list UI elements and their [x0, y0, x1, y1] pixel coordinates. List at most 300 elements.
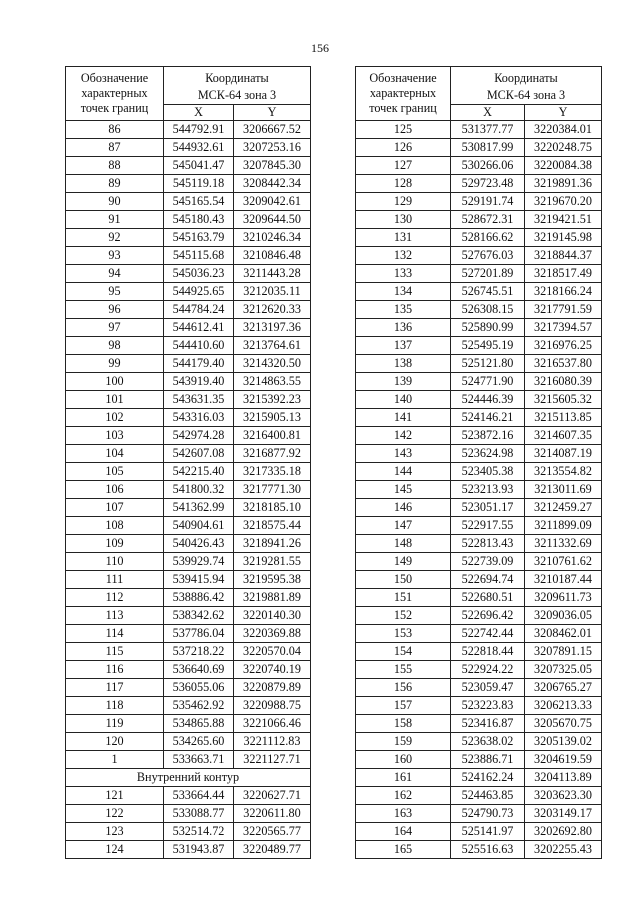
y-coordinate-cell: 3218185.10: [234, 499, 311, 517]
table-row: [356, 337, 602, 355]
y-coordinate-cell: 3208442.34: [234, 175, 311, 193]
point-id-cell: 126: [356, 139, 451, 157]
x-coordinate-cell: 529723.48: [451, 175, 525, 193]
point-id-cell: 165: [356, 841, 451, 859]
y-coordinate-cell: 3204619.59: [525, 751, 602, 769]
point-id-cell: 130: [356, 211, 451, 229]
y-coordinate-cell: 3202692.80: [525, 823, 602, 841]
x-coordinate-cell: 533088.77: [164, 805, 234, 823]
point-id-cell: 162: [356, 787, 451, 805]
y-coordinate-cell: 3210187.44: [525, 571, 602, 589]
table-row: [66, 175, 311, 193]
table-row: [356, 517, 602, 535]
point-id-cell: 110: [66, 553, 164, 571]
y-coordinate-cell: 3210846.48: [234, 247, 311, 265]
x-coordinate-cell: 539415.94: [164, 571, 234, 589]
point-id-cell: 107: [66, 499, 164, 517]
y-coordinate-cell: 3219881.89: [234, 589, 311, 607]
y-coordinate-cell: 3212620.33: [234, 301, 311, 319]
point-id-cell: 125: [356, 121, 451, 139]
x-coordinate-cell: 522739.09: [451, 553, 525, 571]
point-id-cell: 147: [356, 517, 451, 535]
table-row: [66, 355, 311, 373]
table-row: [66, 409, 311, 427]
point-id-cell: 102: [66, 409, 164, 427]
y-coordinate-cell: 3220988.75: [234, 697, 311, 715]
y-coordinate-cell: 3202255.43: [525, 841, 602, 859]
table-row: [356, 427, 602, 445]
table-row: [356, 553, 602, 571]
point-id-cell: 108: [66, 517, 164, 535]
point-id-cell: 91: [66, 211, 164, 229]
x-coordinate-cell: 545119.18: [164, 175, 234, 193]
y-coordinate-cell: 3214607.35: [525, 427, 602, 445]
table-row: [356, 823, 602, 841]
coordinates-header-line: МСК-64 зона 3: [197, 88, 277, 102]
y-coordinate-cell: 3213197.36: [234, 319, 311, 337]
table-row: [356, 373, 602, 391]
table-row: [66, 121, 311, 139]
section-row: [66, 769, 311, 787]
table-row: [356, 805, 602, 823]
table-row: [356, 229, 602, 247]
y-coordinate-cell: 3216877.92: [234, 445, 311, 463]
y-coordinate-cell: 3219145.98: [525, 229, 602, 247]
y-coordinate-cell: 3210246.34: [234, 229, 311, 247]
table-row: [66, 571, 311, 589]
point-id-cell: 159: [356, 733, 451, 751]
x-coordinate-cell: 545180.43: [164, 211, 234, 229]
x-coordinate-cell: 523624.98: [451, 445, 525, 463]
point-id-cell: 109: [66, 535, 164, 553]
y-coordinate-cell: 3220627.71: [234, 787, 311, 805]
x-coordinate-cell: 524446.39: [451, 391, 525, 409]
x-coordinate-cell: 531943.87: [164, 841, 234, 859]
x-coordinate-cell: 534265.60: [164, 733, 234, 751]
x-coordinate-cell: 534865.88: [164, 715, 234, 733]
point-id-cell: 128: [356, 175, 451, 193]
y-coordinate-cell: 3219670.20: [525, 193, 602, 211]
coordinates-table-right: [355, 66, 602, 859]
y-coordinate-cell: 3220565.77: [234, 823, 311, 841]
y-coordinate-cell: 3217394.57: [525, 319, 602, 337]
y-coordinate-cell: 3218575.44: [234, 517, 311, 535]
point-id-cell: 89: [66, 175, 164, 193]
y-coordinate-cell: 3207845.30: [234, 157, 311, 175]
x-coordinate-cell: 525890.99: [451, 319, 525, 337]
y-coordinate-cell: 3219281.55: [234, 553, 311, 571]
table-row: [66, 823, 311, 841]
point-id-cell: 88: [66, 157, 164, 175]
coordinate-system-header: [164, 87, 311, 105]
x-coordinate-cell: 522924.22: [451, 661, 525, 679]
point-id-cell: 94: [66, 265, 164, 283]
x-coordinate-cell: 531377.77: [451, 121, 525, 139]
x-coordinate-cell: 525495.19: [451, 337, 525, 355]
table-row: [66, 265, 311, 283]
y-coordinate-cell: 3203623.30: [525, 787, 602, 805]
point-id-cell: 96: [66, 301, 164, 319]
point-id-cell: 164: [356, 823, 451, 841]
x-coordinate-cell: 523051.17: [451, 499, 525, 517]
table-row: [66, 337, 311, 355]
x-coordinate-cell: 524790.73: [451, 805, 525, 823]
y-coordinate-cell: 3217771.30: [234, 481, 311, 499]
y-coordinate-cell: 3215905.13: [234, 409, 311, 427]
y-coordinate-cell: 3220740.19: [234, 661, 311, 679]
y-coordinate-cell: 3215113.85: [525, 409, 602, 427]
point-id-cell: 154: [356, 643, 451, 661]
table-row: [356, 589, 602, 607]
x-coordinate-cell: 523638.02: [451, 733, 525, 751]
y-coordinate-cell: 3220084.38: [525, 157, 602, 175]
y-coordinate-cell: 3219595.38: [234, 571, 311, 589]
point-id-cell: 99: [66, 355, 164, 373]
x-coordinate-cell: 533664.44: [164, 787, 234, 805]
y-coordinate-cell: 3216976.25: [525, 337, 602, 355]
point-id-cell: 155: [356, 661, 451, 679]
y-coordinate-cell: 3214863.55: [234, 373, 311, 391]
table-row: [66, 211, 311, 229]
x-coordinate-cell: 539929.74: [164, 553, 234, 571]
table-row: [356, 571, 602, 589]
designation-header-line: точек границ: [80, 101, 149, 115]
y-coordinate-cell: 3212459.27: [525, 499, 602, 517]
y-coordinate-cell: 3216400.81: [234, 427, 311, 445]
y-coordinate-cell: 3221112.83: [234, 733, 311, 751]
table-row: [66, 445, 311, 463]
x-coordinate-cell: 525141.97: [451, 823, 525, 841]
y-coordinate-cell: 3221066.46: [234, 715, 311, 733]
point-id-cell: 141: [356, 409, 451, 427]
x-coordinate-cell: 536055.06: [164, 679, 234, 697]
y-coordinate-cell: 3216537.80: [525, 355, 602, 373]
x-coordinate-cell: 535462.92: [164, 697, 234, 715]
x-coordinate-cell: 544784.24: [164, 301, 234, 319]
x-coordinate-cell: 522742.44: [451, 625, 525, 643]
x-coordinate-cell: 541362.99: [164, 499, 234, 517]
y-coordinate-cell: 3213764.61: [234, 337, 311, 355]
table-row: [66, 553, 311, 571]
point-id-cell: 160: [356, 751, 451, 769]
table-row: [356, 769, 602, 787]
x-header: X: [451, 105, 525, 121]
point-id-cell: 129: [356, 193, 451, 211]
point-id-cell: 92: [66, 229, 164, 247]
x-coordinate-cell: 542215.40: [164, 463, 234, 481]
table-row: [66, 301, 311, 319]
section-label: Внутренний контур: [66, 769, 311, 787]
designation-header-line: точек границ: [369, 101, 437, 115]
table-row: [66, 625, 311, 643]
point-id-cell: 157: [356, 697, 451, 715]
x-coordinate-cell: 522680.51: [451, 589, 525, 607]
x-coordinate-cell: 544925.65: [164, 283, 234, 301]
point-id-cell: 114: [66, 625, 164, 643]
point-id-cell: 138: [356, 355, 451, 373]
x-coordinate-cell: 522818.44: [451, 643, 525, 661]
table-row: [66, 643, 311, 661]
point-id-cell: 100: [66, 373, 164, 391]
point-id-cell: 120: [66, 733, 164, 751]
point-id-cell: 1: [66, 751, 164, 769]
x-coordinate-cell: 543631.35: [164, 391, 234, 409]
point-id-cell: 103: [66, 427, 164, 445]
point-id-cell: 97: [66, 319, 164, 337]
table-row: [66, 157, 311, 175]
point-id-cell: 143: [356, 445, 451, 463]
x-coordinate-cell: 536640.69: [164, 661, 234, 679]
x-coordinate-cell: 523059.47: [451, 679, 525, 697]
x-coordinate-cell: 528166.62: [451, 229, 525, 247]
point-id-cell: 163: [356, 805, 451, 823]
table-row: [66, 463, 311, 481]
y-coordinate-cell: 3220248.75: [525, 139, 602, 157]
table-row: [66, 427, 311, 445]
y-coordinate-cell: 3220611.80: [234, 805, 311, 823]
designation-header-line: характерных: [81, 86, 148, 100]
y-coordinate-cell: 3207325.05: [525, 661, 602, 679]
point-id-cell: 116: [66, 661, 164, 679]
table-row: [356, 499, 602, 517]
table-row: [356, 697, 602, 715]
point-id-cell: 153: [356, 625, 451, 643]
x-coordinate-cell: 538342.62: [164, 607, 234, 625]
x-coordinate-cell: 522917.55: [451, 517, 525, 535]
y-coordinate-cell: 3203149.17: [525, 805, 602, 823]
point-id-cell: 134: [356, 283, 451, 301]
table-row: [356, 733, 602, 751]
x-coordinate-cell: 522696.42: [451, 607, 525, 625]
point-id-cell: 101: [66, 391, 164, 409]
y-coordinate-cell: 3214087.19: [525, 445, 602, 463]
coordinates-header-line: Координаты: [205, 71, 269, 85]
point-id-cell: 106: [66, 481, 164, 499]
x-coordinate-cell: 522694.74: [451, 571, 525, 589]
point-id-cell: 124: [66, 841, 164, 859]
table-row: [356, 751, 602, 769]
point-id-cell: 111: [66, 571, 164, 589]
point-id-cell: 156: [356, 679, 451, 697]
y-header: Y: [234, 105, 311, 121]
table-row: [66, 373, 311, 391]
x-coordinate-cell: 523872.16: [451, 427, 525, 445]
table-row: [356, 535, 602, 553]
x-coordinate-cell: 545115.68: [164, 247, 234, 265]
table-row: [66, 805, 311, 823]
point-id-cell: 149: [356, 553, 451, 571]
y-coordinate-cell: 3217791.59: [525, 301, 602, 319]
y-coordinate-cell: 3220570.04: [234, 643, 311, 661]
point-id-cell: 119: [66, 715, 164, 733]
point-id-cell: 105: [66, 463, 164, 481]
x-coordinate-cell: 523223.83: [451, 697, 525, 715]
y-coordinate-cell: 3208462.01: [525, 625, 602, 643]
table-row: [66, 247, 311, 265]
y-coordinate-cell: 3212035.11: [234, 283, 311, 301]
table-row: [66, 607, 311, 625]
point-id-cell: 98: [66, 337, 164, 355]
point-id-cell: 139: [356, 373, 451, 391]
y-coordinate-cell: 3218844.37: [525, 247, 602, 265]
x-coordinate-cell: 540904.61: [164, 517, 234, 535]
point-id-cell: 146: [356, 499, 451, 517]
point-id-cell: 104: [66, 445, 164, 463]
y-header: Y: [525, 105, 602, 121]
table-row: [66, 733, 311, 751]
x-coordinate-cell: 525121.80: [451, 355, 525, 373]
point-id-cell: 131: [356, 229, 451, 247]
x-coordinate-cell: 544792.91: [164, 121, 234, 139]
x-coordinate-cell: 525516.63: [451, 841, 525, 859]
x-coordinate-cell: 541800.32: [164, 481, 234, 499]
table-row: [66, 391, 311, 409]
x-coordinate-cell: 532514.72: [164, 823, 234, 841]
point-id-cell: 121: [66, 787, 164, 805]
x-coordinate-cell: 523405.38: [451, 463, 525, 481]
x-coordinate-cell: 544410.60: [164, 337, 234, 355]
x-coordinate-cell: 526308.15: [451, 301, 525, 319]
table-row: [356, 463, 602, 481]
table-row: [356, 409, 602, 427]
x-coordinate-cell: 527201.89: [451, 265, 525, 283]
table-row: [356, 301, 602, 319]
point-id-cell: 150: [356, 571, 451, 589]
table-row: [356, 391, 602, 409]
x-coordinate-cell: 542607.08: [164, 445, 234, 463]
table-row: [66, 679, 311, 697]
x-coordinate-cell: 523213.93: [451, 481, 525, 499]
x-coordinate-cell: 533663.71: [164, 751, 234, 769]
table-row: [356, 157, 602, 175]
y-coordinate-cell: 3211443.28: [234, 265, 311, 283]
coordinates-table-left: [65, 66, 311, 859]
table-row: [356, 175, 602, 193]
designation-header-line: характерных: [369, 86, 437, 100]
y-coordinate-cell: 3205139.02: [525, 733, 602, 751]
y-coordinate-cell: 3214320.50: [234, 355, 311, 373]
table-row: [356, 841, 602, 859]
y-coordinate-cell: 3213011.69: [525, 481, 602, 499]
table-row: [66, 589, 311, 607]
y-coordinate-cell: 3220489.77: [234, 841, 311, 859]
table-row: [66, 841, 311, 859]
point-id-cell: 123: [66, 823, 164, 841]
table-row: [356, 787, 602, 805]
point-id-cell: 161: [356, 769, 451, 787]
table-row: [356, 193, 602, 211]
x-coordinate-cell: 545041.47: [164, 157, 234, 175]
coordinate-system-header: [451, 87, 602, 105]
table-row: [356, 481, 602, 499]
point-id-cell: 112: [66, 589, 164, 607]
x-coordinate-cell: 543316.03: [164, 409, 234, 427]
x-coordinate-cell: 529191.74: [451, 193, 525, 211]
point-id-cell: 140: [356, 391, 451, 409]
point-id-cell: 86: [66, 121, 164, 139]
y-coordinate-cell: 3215605.32: [525, 391, 602, 409]
x-coordinate-cell: 528672.31: [451, 211, 525, 229]
page-number: 156: [311, 41, 329, 55]
y-coordinate-cell: 3209611.73: [525, 589, 602, 607]
point-id-cell: 90: [66, 193, 164, 211]
table-row: [66, 193, 311, 211]
table-row: [356, 355, 602, 373]
y-coordinate-cell: 3205670.75: [525, 715, 602, 733]
table-row: [66, 715, 311, 733]
point-id-cell: 145: [356, 481, 451, 499]
point-id-cell: 113: [66, 607, 164, 625]
point-id-cell: 115: [66, 643, 164, 661]
table-row: [66, 535, 311, 553]
table-row: [356, 679, 602, 697]
x-coordinate-cell: 540426.43: [164, 535, 234, 553]
designation-header-line: Обозначение: [80, 71, 149, 85]
x-coordinate-cell: 545036.23: [164, 265, 234, 283]
x-coordinate-cell: 544179.40: [164, 355, 234, 373]
x-coordinate-cell: 523416.87: [451, 715, 525, 733]
point-id-cell: 87: [66, 139, 164, 157]
table-row: [66, 499, 311, 517]
table-row: [356, 607, 602, 625]
x-coordinate-cell: 522813.43: [451, 535, 525, 553]
table-row: [356, 643, 602, 661]
table-row: [66, 319, 311, 337]
point-id-cell: 144: [356, 463, 451, 481]
table-row: [356, 319, 602, 337]
point-id-cell: 122: [66, 805, 164, 823]
point-id-cell: 127: [356, 157, 451, 175]
y-coordinate-cell: 3209042.61: [234, 193, 311, 211]
point-id-cell: 148: [356, 535, 451, 553]
y-coordinate-cell: 3217335.18: [234, 463, 311, 481]
point-id-cell: 152: [356, 607, 451, 625]
table-row: [66, 697, 311, 715]
y-coordinate-cell: 3206667.52: [234, 121, 311, 139]
x-coordinate-cell: 523886.71: [451, 751, 525, 769]
table-row: [356, 121, 602, 139]
x-coordinate-cell: 524463.85: [451, 787, 525, 805]
y-coordinate-cell: 3219421.51: [525, 211, 602, 229]
table-row: [356, 445, 602, 463]
table-row: [356, 715, 602, 733]
point-id-cell: 93: [66, 247, 164, 265]
x-coordinate-cell: 530266.06: [451, 157, 525, 175]
point-id-cell: 136: [356, 319, 451, 337]
x-coordinate-cell: 545165.54: [164, 193, 234, 211]
x-coordinate-cell: 524162.24: [451, 769, 525, 787]
table-row: [66, 787, 311, 805]
y-coordinate-cell: 3218941.26: [234, 535, 311, 553]
y-coordinate-cell: 3210761.62: [525, 553, 602, 571]
coordinates-header: [451, 67, 602, 88]
x-header: X: [164, 105, 234, 121]
y-coordinate-cell: 3207253.16: [234, 139, 311, 157]
coordinates-header-line: Координаты: [494, 71, 558, 85]
y-coordinate-cell: 3216080.39: [525, 373, 602, 391]
table-row: [356, 139, 602, 157]
y-coordinate-cell: 3211899.09: [525, 517, 602, 535]
point-id-cell: 132: [356, 247, 451, 265]
y-coordinate-cell: 3219891.36: [525, 175, 602, 193]
x-coordinate-cell: 524146.21: [451, 409, 525, 427]
y-coordinate-cell: 3220369.88: [234, 625, 311, 643]
x-coordinate-cell: 524771.90: [451, 373, 525, 391]
table-row: [66, 283, 311, 301]
table-row: [356, 211, 602, 229]
y-coordinate-cell: 3206765.27: [525, 679, 602, 697]
x-coordinate-cell: 543919.40: [164, 373, 234, 391]
